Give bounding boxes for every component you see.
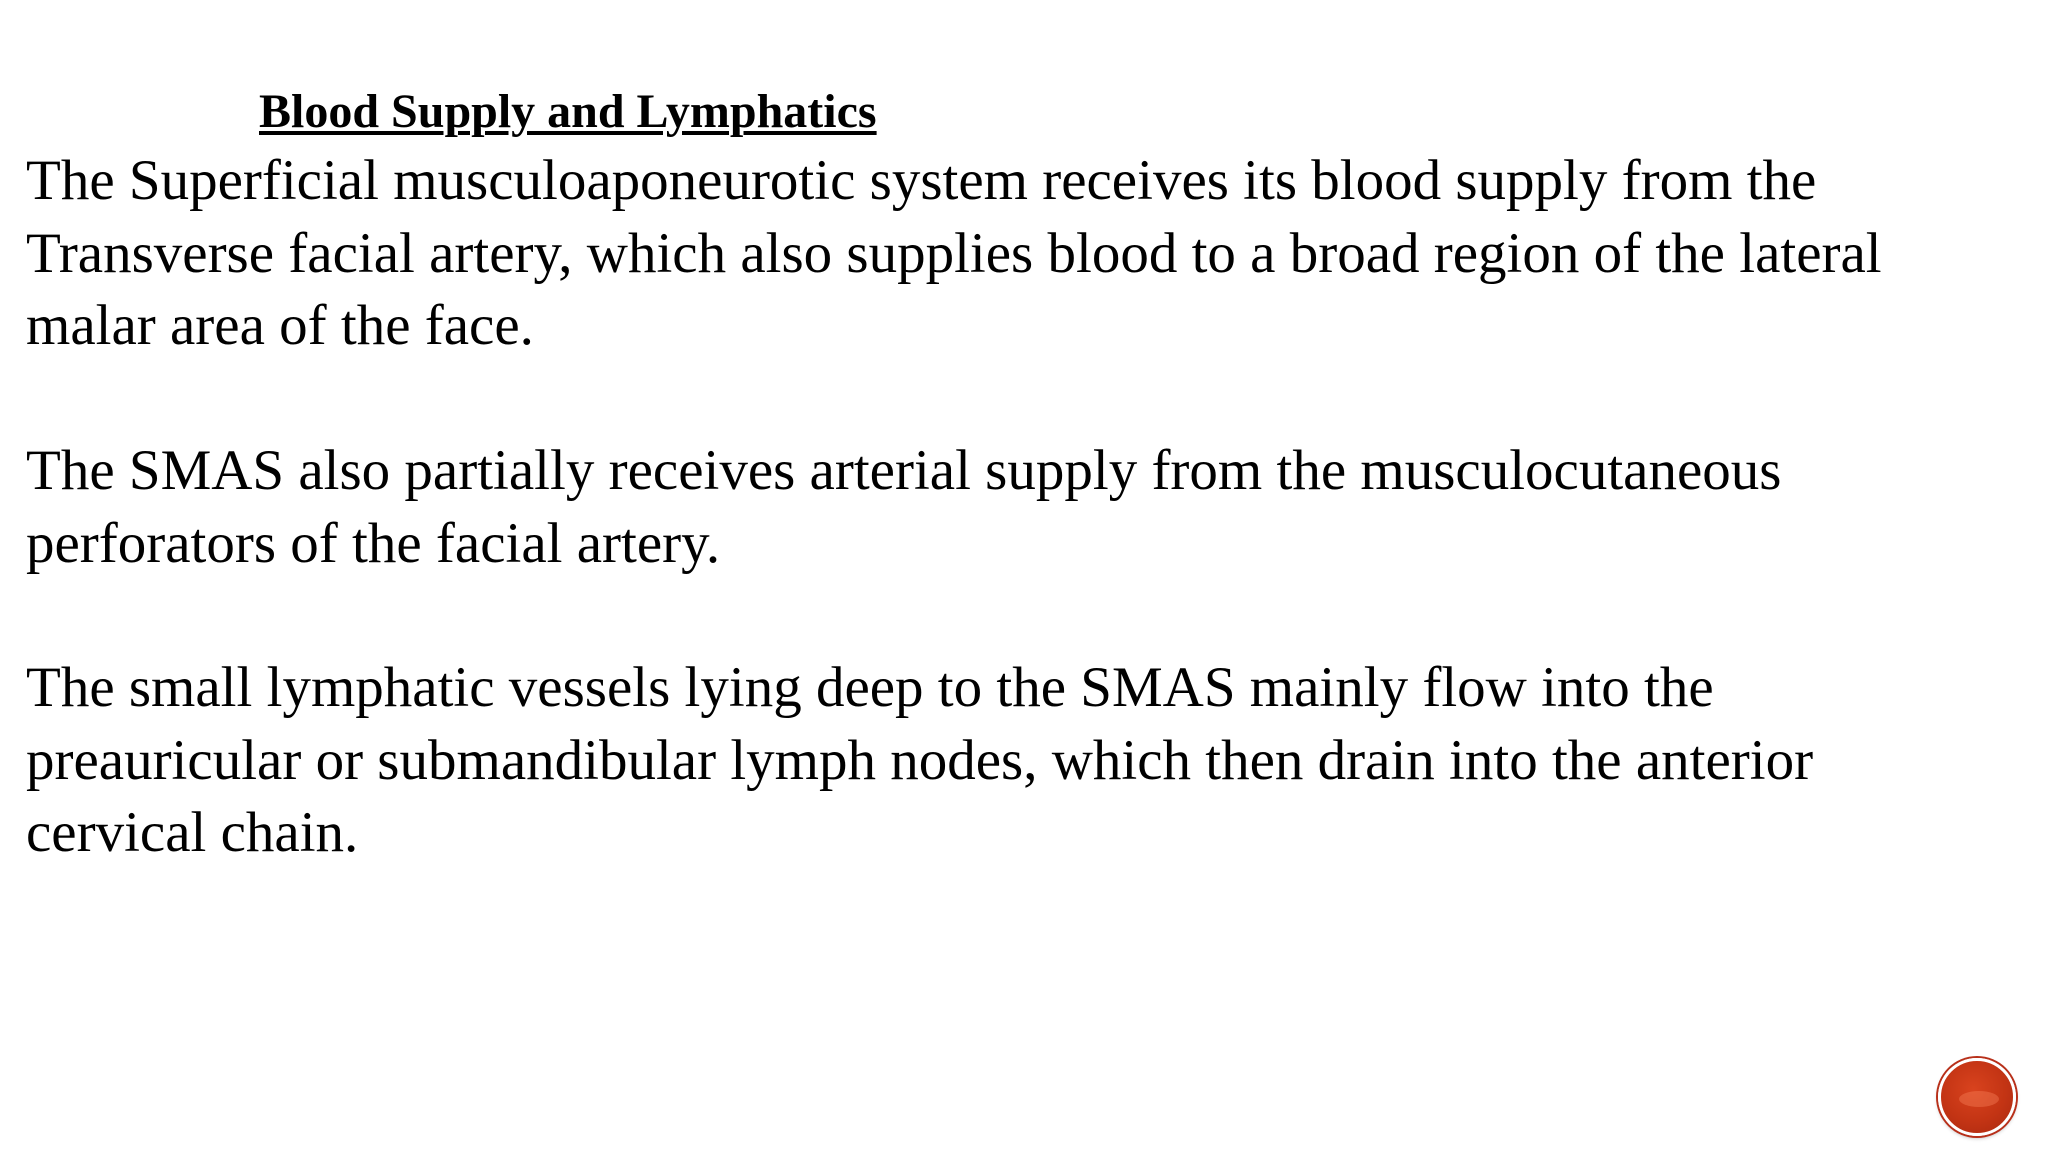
slide-title: Blood Supply and Lymphatics xyxy=(259,85,877,138)
paragraph-blood-supply: The Superficial musculoaponeurotic system receives its blood supply from the Transverse facial artery, which also supplies blood to a broad region of the lateral malar area of the face. xyxy=(26,149,1882,357)
paragraph-lymphatics: The small lymphatic vessels lying deep to the SMAS mainly flow into the preauricular or submandibular lymph nodes, which then drain into the anterior cervical chain. xyxy=(26,656,1814,864)
slide-nav-button[interactable] xyxy=(1938,1058,2016,1136)
circle-button-icon xyxy=(1959,1091,1999,1107)
paragraph-arterial-supply: The SMAS also partially receives arterial supply from the musculocutaneous perforators of the facial artery. xyxy=(26,439,1782,575)
